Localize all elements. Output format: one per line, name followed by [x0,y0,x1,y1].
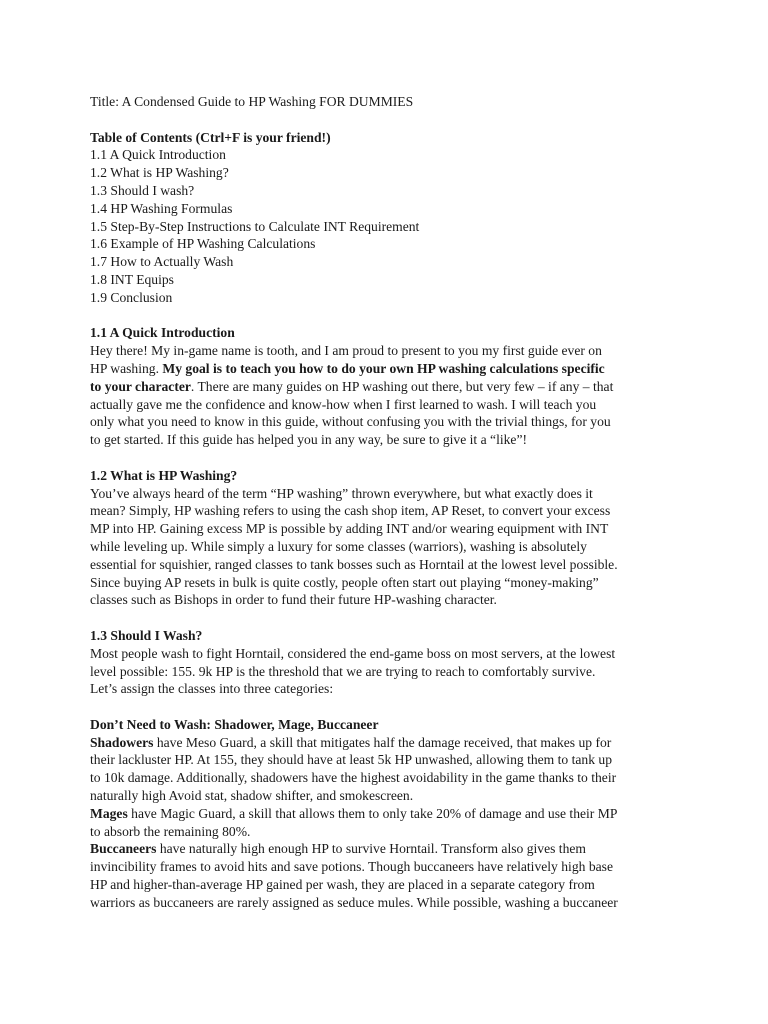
paragraph-line: actually gave me the confidence and know-how when I first learned to wash. I will teach you [90,396,597,412]
toc-item: 1.9 Conclusion [90,289,173,305]
paragraph-line: level possible: 155. 9k HP is the threshold that we are trying to reach to comfortably survive. [90,663,596,679]
toc-item: 1.1 A Quick Introduction [90,147,226,163]
paragraph-line: to 10k damage. Additionally, shadowers have the highest avoidability in the game thanks to their [90,770,617,786]
paragraph-line: Mages have Magic Guard, a skill that allows them to only take 20% of damage and use their MP [90,805,618,821]
paragraph-line: only what you need to know in this guide, without confusing you with the trivial things, for you [90,414,611,430]
document-title: Title: A Condensed Guide to HP Washing FOR DUMMIES [90,94,414,109]
section-heading: 1.2 What is HP Washing? [90,467,238,483]
paragraph-line: MP into HP. Gaining excess MP is possible by adding INT and/or wearing equipment with INT [90,521,609,537]
toc-item: 1.4 HP Washing Formulas [90,200,233,216]
paragraph-line: Buccaneers have naturally high enough HP to survive Horntail. Transform also gives them [90,841,586,857]
paragraph-line: to absorb the remaining 80%. [90,823,251,839]
document-page [90,93,690,912]
toc-item: 1.5 Step-By-Step Instructions to Calculate INT Requirement [90,218,420,234]
paragraph-line: to get started. If this guide has helped you in any way, be sure to give it a “like”! [90,432,528,448]
paragraph-line: You’ve always heard of the term “HP washing” thrown everywhere, but what exactly does it [90,485,593,501]
paragraph-line: naturally high Avoid stat, shadow shifter, and smokescreen. [90,788,414,804]
paragraph-line: mean? Simply, HP washing refers to using the cash shop item, AP Reset, to convert your excess [90,503,611,519]
toc-item: 1.3 Should I wash? [90,182,195,198]
toc-heading: Table of Contents (Ctrl+F is your friend!) [90,129,331,145]
toc-item: 1.8 INT Equips [90,271,174,287]
toc-item: 1.6 Example of HP Washing Calculations [90,236,316,252]
paragraph-line: invincibility frames to avoid hits and save potions. Though buccaneers have relatively high base [90,859,613,875]
paragraph-line: to your character. There are many guides on HP washing out there, but very few – if any – that [90,378,614,394]
paragraph-line: warriors as buccaneers are rarely assigned as seduce mules. While possible, washing a buccaneer [90,894,618,910]
paragraph-line: HP and higher-than-average HP gained per wash, they are placed in a separate category from [90,877,595,893]
paragraph-line: Let’s assign the classes into three categories: [90,681,334,697]
paragraph-line: while leveling up. While simply a luxury for some classes (warriors), washing is absolutely [90,538,587,554]
section-heading: 1.1 A Quick Introduction [90,325,235,341]
paragraph-line: HP washing. My goal is to teach you how to do your own HP washing calculations specific [90,360,605,376]
paragraph-line: their lackluster HP. At 155, they should have at least 5k HP unwashed, allowing them to tank up [90,752,613,768]
category-heading: Don’t Need to Wash: Shadower, Mage, Buccaneer [90,716,379,732]
paragraph-line: Shadowers have Meso Guard, a skill that mitigates half the damage received, that makes up for [90,734,612,750]
toc-item: 1.2 What is HP Washing? [90,165,229,181]
paragraph-line: essential for squishier, ranged classes to tank bosses such as Horntail at the lowest level possible. [90,556,618,572]
toc-item: 1.7 How to Actually Wash [90,254,234,270]
paragraph-line: Since buying AP resets in bulk is quite costly, people often start out playing “money-making” [90,574,599,590]
paragraph-line: classes such as Bishops in order to fund their future HP-washing character. [90,592,497,608]
paragraph-line: Most people wash to fight Horntail, considered the end-game boss on most servers, at the lowest [90,645,616,661]
paragraph-line: Hey there! My in-game name is tooth, and I am proud to present to you my first guide ever on [90,343,602,359]
section-heading: 1.3 Should I Wash? [90,627,203,643]
